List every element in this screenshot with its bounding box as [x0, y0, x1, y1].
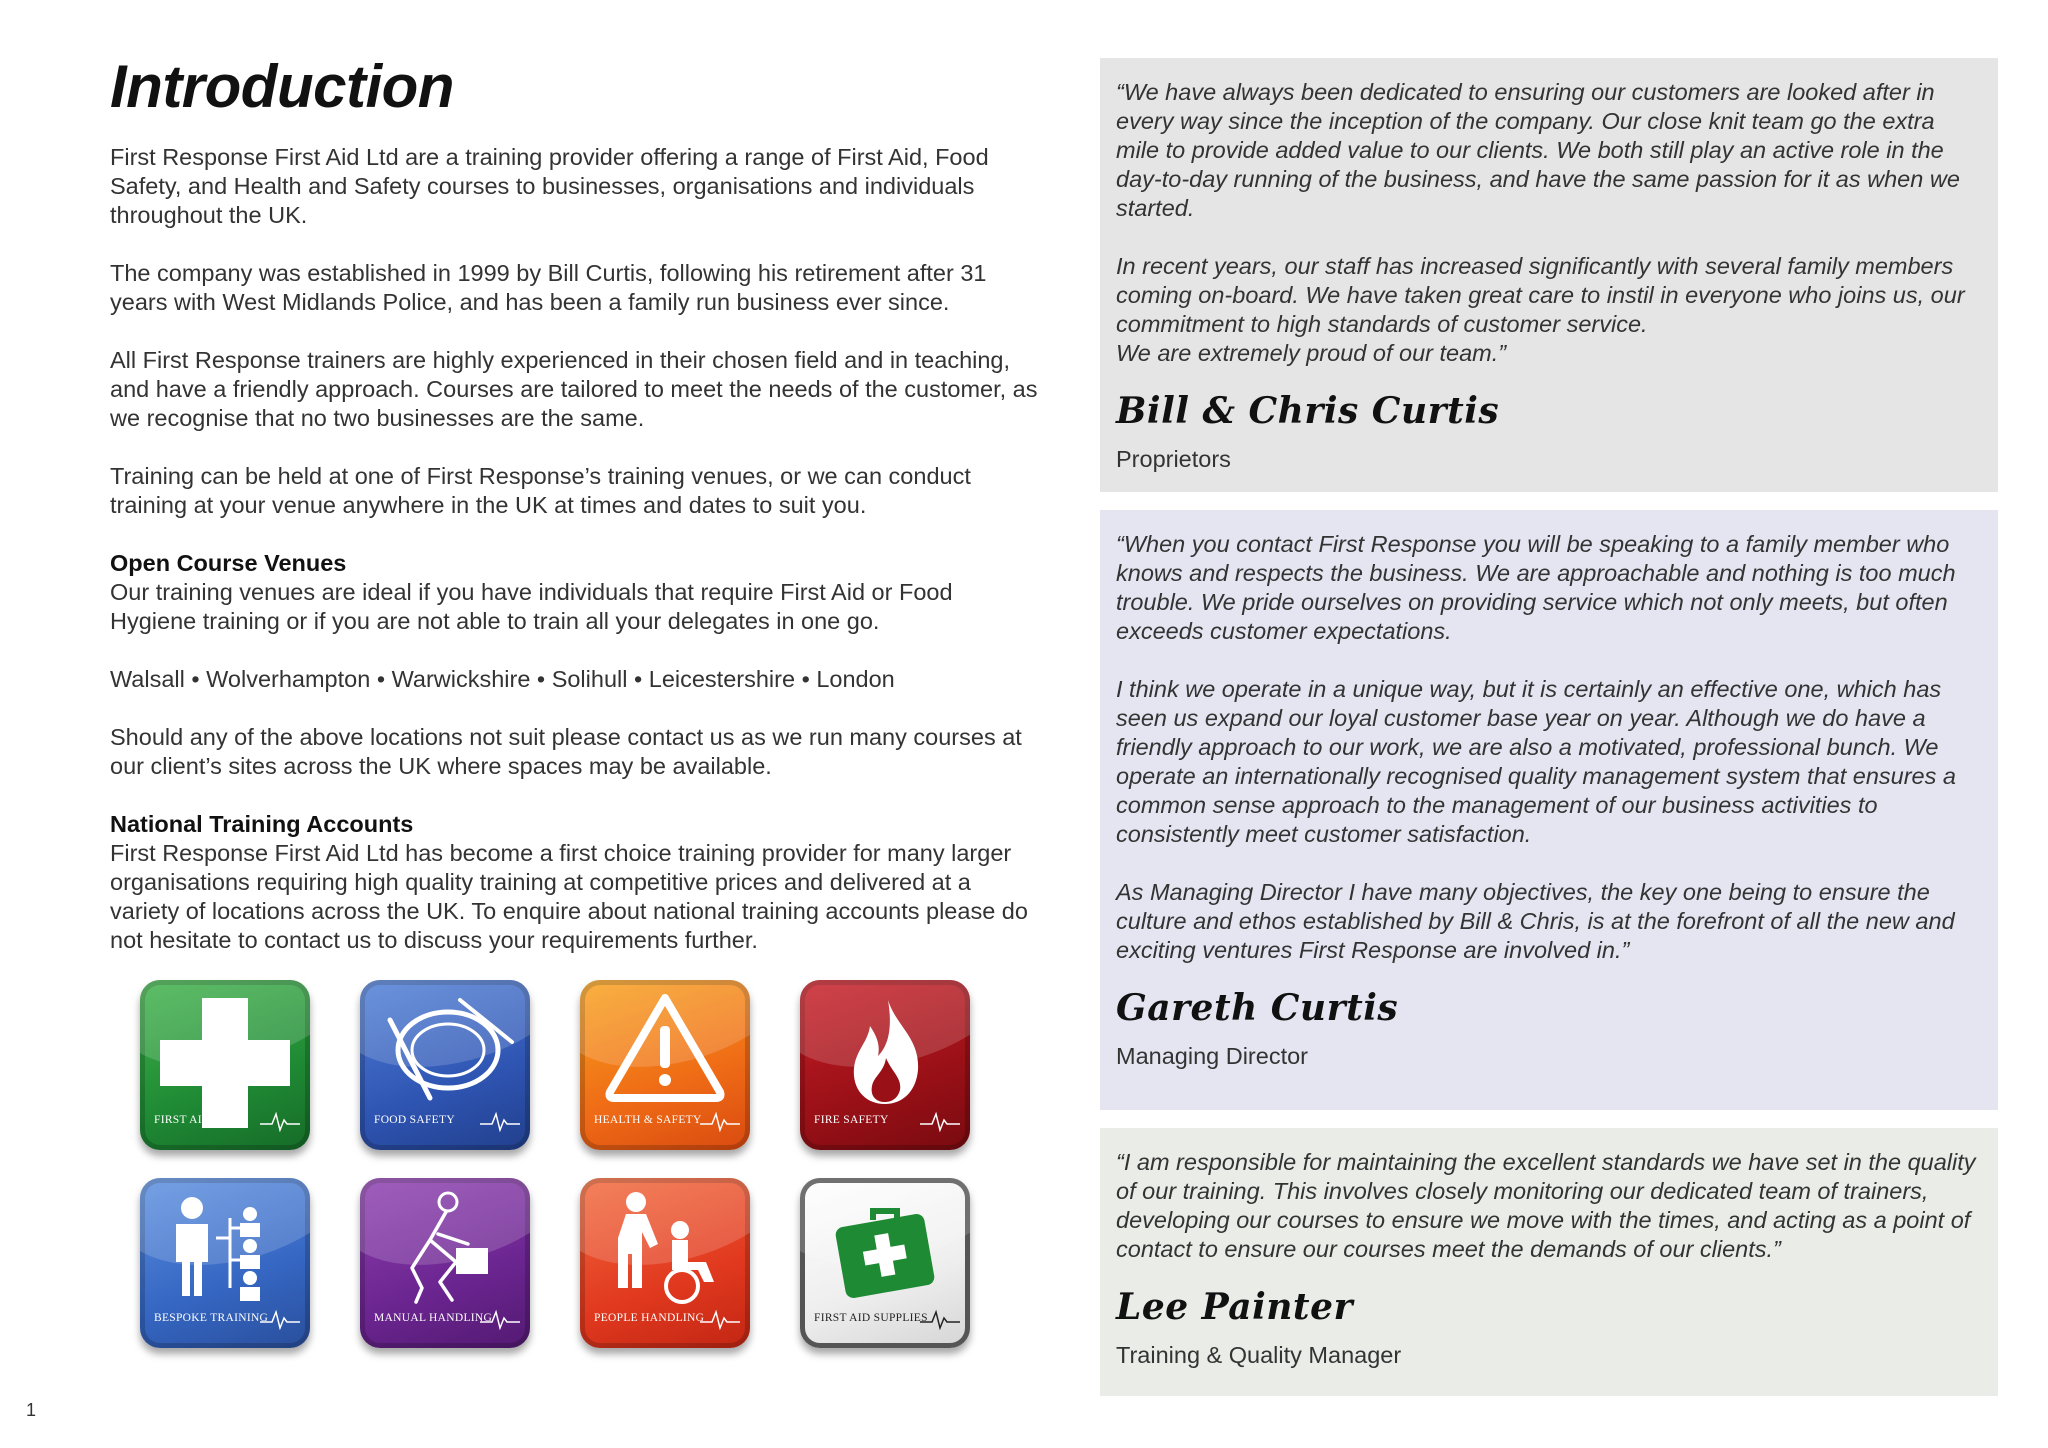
heartbeat-line-icon: [260, 1308, 300, 1330]
accounts-heading: National Training Accounts: [110, 811, 414, 837]
heartbeat-line-icon: [260, 1110, 300, 1132]
heartbeat-line-icon: [700, 1110, 740, 1132]
signature: Bill & Chris Curtis: [1116, 390, 1500, 432]
page-number: 1: [26, 1400, 37, 1420]
quote-paragraph: We are extremely proud of our team.”: [1116, 340, 1507, 366]
proprietors-quote-box: [1100, 58, 1998, 492]
accounts-text: First Response First Aid Ltd has become a first choice training provider for many larger organisations requiring high quality training at competitive prices and delivered at a variety of locations across the UK. To enquire about national training accounts please do not hesitate to contact us to discuss your requirements further.: [110, 840, 1028, 953]
quote-paragraph: As Managing Director I have many objectives, the key one being to ensure the culture and ethos established by Bill & Chris, is at the forefront of all the new and exciting ventures First Response are involved in.”: [1116, 879, 1955, 963]
intro-paragraph-4: Training can be held at one of First Response’s training venues, or we can conduct training at your venue anywhere in the UK at times and dates to suit you.: [110, 463, 971, 518]
tile-label: HEALTH & SAFETY: [594, 1114, 702, 1126]
food-safety-tile: [360, 980, 530, 1150]
venues-note: Should any of the above locations not suit please contact us as we run many courses at our client’s sites across the UK where spaces may be available.: [110, 724, 1022, 779]
health-safety-tile: [580, 980, 750, 1150]
venues-heading: Open Course Venues: [110, 550, 347, 576]
managing-director-quote-box: [1100, 510, 1998, 1110]
heartbeat-line-icon: [920, 1308, 960, 1330]
signature: Gareth Curtis: [1116, 987, 1399, 1029]
manual-handling-tile: [360, 1178, 530, 1348]
quote-paragraph: In recent years, our staff has increased significantly with several family members coming on-board. We have taken great care to instil in everyone who joins us, our commitment to high standards of customer service.: [1116, 253, 1965, 337]
signatory-role: Managing Director: [1116, 1043, 1309, 1069]
signature: Lee Painter: [1116, 1286, 1353, 1328]
open-course-venues-section: [110, 549, 1040, 636]
quote-paragraph: “When you contact First Response you will be speaking to a family member who knows and respects the business. We are approachable and nothing is too much trouble. We pride ourselves on providing service which not only meets, but often exceeds customer expectations.: [1116, 531, 1956, 644]
heartbeat-line-icon: [700, 1308, 740, 1330]
introduction-column: [110, 52, 1040, 955]
signatory-role: Proprietors: [1116, 446, 1231, 472]
tile-label: MANUAL HANDLING: [374, 1312, 493, 1324]
people-handling-tile: [580, 1178, 750, 1348]
tile-label: PEOPLE HANDLING: [594, 1312, 705, 1324]
quote-paragraph: “I am responsible for maintaining the excellent standards we have set in the quality of our training. This involves closely monitoring our dedicated team of trainers, developing our courses to ensure we move with the times, and acting as a point of contact to ensure our courses meet the demands of our clients.”: [1116, 1149, 1976, 1262]
national-training-accounts-section: [110, 810, 1040, 955]
page-title: Introduction: [110, 53, 454, 120]
quote-paragraph: I think we operate in a unique way, but it is certainly an effective one, which has seen us expand our loyal customer base year on year. Although we do have a friendly approach to our work, we are also a motivated, professional bunch. We operate an internationally recognised quality management system that ensures a common sense approach to the management of our business activities to consistently meet customer satisfaction.: [1116, 676, 1956, 847]
first-aid-supplies-tile: [800, 1178, 970, 1348]
quality-manager-quote-box: [1100, 1128, 1998, 1396]
tile-label: FIRST AID: [154, 1114, 211, 1126]
tile-label: FOOD SAFETY: [374, 1114, 455, 1126]
heartbeat-line-icon: [920, 1110, 960, 1132]
bespoke-training-tile: [140, 1178, 310, 1348]
first-aid-tile: [140, 980, 310, 1150]
intro-paragraph-3: All First Response trainers are highly experienced in their chosen field and in teaching, and have a friendly approach. Courses are tailored to meet the needs of the customer, as we recognise that no two businesses are the same.: [110, 347, 1038, 431]
venues-text: Our training venues are ideal if you have individuals that require First Aid or Food Hygiene training or if you are not able to train all your delegates in one go.: [110, 579, 953, 634]
venues-list: Walsall • Wolverhampton • Warwickshire • Solihull • Leicestershire • London: [110, 666, 895, 692]
tile-label: FIRE SAFETY: [814, 1114, 889, 1126]
signatory-role: Training & Quality Manager: [1116, 1342, 1402, 1368]
tile-label: BESPOKE TRAINING: [154, 1312, 269, 1324]
heartbeat-line-icon: [480, 1308, 520, 1330]
intro-paragraph-2: The company was established in 1999 by Bill Curtis, following his retirement after 31 years with West Midlands Police, and has been a family run business ever since.: [110, 260, 987, 315]
tile-label: FIRST AID SUPPLIES: [814, 1312, 928, 1324]
course-icons-grid: [140, 980, 1000, 1348]
quote-paragraph: “We have always been dedicated to ensuring our customers are looked after in every way since the inception of the company. Our close knit team go the extra mile to provide added value to our clients. We both still play an active role in the day-to-day running of the business, and have the same passion for it as when we started.: [1116, 79, 1960, 221]
fire-safety-tile: [800, 980, 970, 1150]
intro-paragraph-1: First Response First Aid Ltd are a training provider offering a range of First Aid, Food Safety, and Health and Safety courses to businesses, organisations and individuals throughout the UK.: [110, 144, 989, 228]
heartbeat-line-icon: [480, 1110, 520, 1132]
